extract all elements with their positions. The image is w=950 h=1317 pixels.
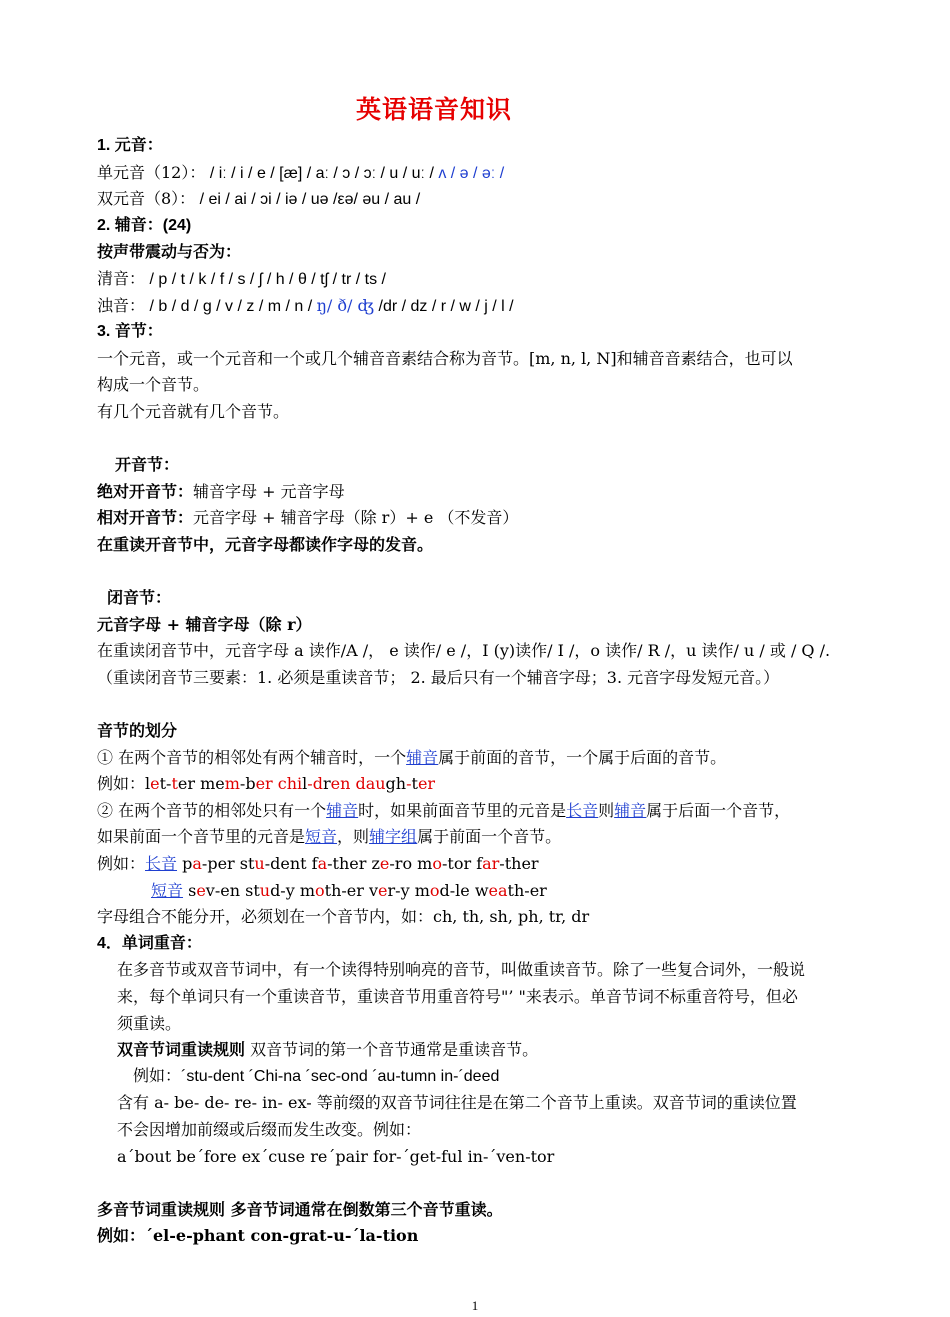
voiceless-ipa: / p / t / k / f / s / ʃ / h / θ / tʃ / tr / ts /: [145, 270, 386, 288]
word-fragment: l: [145, 774, 151, 794]
word-fragment: -ther: [499, 854, 539, 874]
voiced-ipa-rest: /dr / dz / r / w / j / l /: [374, 297, 514, 315]
section-heading-stress: 4．单词重音：: [97, 934, 202, 952]
monophthong-ipa: / iː / i / e / [æ] / aː / ɔ / ɔː / u / uː /: [205, 164, 434, 182]
disyllable-rule-label: 双音节词重读规则: [117, 1040, 246, 1060]
stress-paragraph-3: 须重读。: [117, 1013, 182, 1033]
highlighted-letters: o: [315, 880, 325, 900]
closed-syllable-formula: 元音字母 + 辅音字母（除 r）: [97, 614, 312, 634]
voicing-heading: 按声带震动与否为：: [97, 242, 242, 262]
example-words-1: [145, 774, 435, 793]
highlighted-letters: en dau: [330, 774, 386, 794]
word-fragment: th-er: [507, 880, 547, 900]
word-fragment: r-y m: [387, 880, 430, 900]
closed-syllable-heading: 闭音节：: [107, 588, 172, 608]
voiced-ipa-highlight: ŋ/ ð/ ʤ: [316, 295, 375, 315]
polysyllable-rule: 多音节词重读规则 多音节词通常在倒数第三个音节重读。: [97, 1199, 503, 1219]
syllable-definition-3: 有几个元音就有几个音节。: [97, 401, 290, 421]
word-fragment: th-er v: [324, 880, 379, 900]
prefix-examples: a´bout be´fore ex´cuse re´pair for-´get-ful in-´ven-tor: [117, 1146, 555, 1166]
highlighted-letters: e: [379, 854, 390, 874]
highlighted-letters: o: [432, 854, 442, 874]
word-fragment: er me: [177, 774, 225, 794]
rule2-text-d: 属于后面一个音节，: [646, 800, 791, 820]
highlighted-letters: u: [259, 880, 271, 900]
highlighted-letters: er: [417, 774, 436, 794]
long-vowel-link[interactable]: 长音: [566, 800, 599, 820]
rule2-text-b: 时，如果前面音节里的元音是: [358, 800, 567, 820]
rule2-text-a: ② 在两个音节的相邻处只有一个: [97, 800, 327, 820]
voiced-ipa: / b / d / g / v / z / m / n /: [145, 297, 317, 315]
word-fragment: d-y m: [270, 880, 316, 900]
monophthong-label: 单元音（12）：: [97, 162, 206, 182]
division-rule-2a: [97, 798, 862, 825]
rule2-text-e: 如果前面一个音节里的元音是: [97, 827, 306, 847]
closed-syllable-rule-1: 在重读闭音节中，元音字母 a 读作/A /， e 读作/ e /，I (y)读作/ I /，o 读作/ R /，u 读作/ u / 或 / Q /.: [97, 641, 831, 661]
word-fragment: -ro m: [389, 854, 433, 874]
rule2-text-g: 属于前面一个音节。: [417, 827, 562, 847]
relative-open-text: 元音字母 + 辅音字母（除 r）+ e （不发音）: [193, 508, 519, 528]
monophthong-line: [97, 160, 862, 187]
highlighted-letters: o: [429, 880, 440, 900]
rule1-text-b: 属于前面的音节，一个属于后面的音节。: [438, 747, 727, 767]
closed-syllable-rule-2: （重读闭音节三要素：1. 必须是重读音节； 2. 最后只有一个辅音字母；3. 元音字母发短元音。）: [97, 667, 780, 687]
word-fragment: -b: [239, 774, 256, 794]
example-line-1: [97, 771, 862, 798]
highlighted-letters: ea: [488, 880, 508, 900]
diphthong-ipa: / ei / ai / ɔi / iə / uə /εə/ əu / au /: [195, 191, 421, 209]
short-vowel-link[interactable]: 短音: [151, 880, 184, 900]
voiced-label: 浊音：: [97, 295, 146, 315]
highlighted-letters: -: [406, 774, 412, 794]
open-syllable-rule: 在重读开音节中，元音字母都读作字母的发音。: [97, 534, 434, 554]
example-label: 例如：: [97, 854, 146, 874]
rule2-text-c: 则: [598, 800, 615, 820]
open-syllable-heading: 开音节：: [115, 455, 180, 475]
long-vowel-words: [182, 854, 538, 873]
syllable-definition-1: 一个元音，或一个元音和一个或几个辅音音素结合称为音节。[m, n, l, N]和辅音音素结合，也可以: [97, 348, 793, 368]
highlighted-letters: e: [150, 774, 160, 794]
document-title: 英语语音知识: [355, 95, 512, 124]
stress-paragraph-1: 在多音节或双音节词中，有一个读得特别响亮的音节，叫做重读音节。除了一些复合词外，一般说: [117, 960, 806, 980]
voiceless-label: 清音：: [97, 268, 146, 288]
polysyllable-example: 例如：´el-e-phant con-grat-u-´la-tion: [97, 1226, 419, 1246]
word-fragment: t-: [159, 774, 172, 794]
absolute-open-line: [97, 479, 862, 506]
consonant-link[interactable]: 辅音: [614, 800, 647, 820]
word-fragment: s: [188, 880, 197, 900]
rule1-text-a: ① 在两个音节的相邻处有两个辅音时，一个: [97, 747, 407, 767]
section-heading-consonants: 2. 辅音：(24): [97, 216, 192, 234]
highlighted-letters: -d: [307, 774, 323, 794]
disyllable-rule-text: 双音节词的第一个音节通常是重读音节。: [245, 1040, 539, 1060]
short-vowel-words: [188, 881, 547, 900]
relative-open-line: [97, 505, 862, 532]
monophthong-ipa-highlight: ʌ / ə / əː /: [433, 164, 505, 182]
highlighted-letters: ar: [482, 854, 500, 874]
highlighted-letters: e: [196, 880, 206, 900]
voiced-line: [97, 293, 862, 320]
page-number: 1: [471, 1298, 479, 1313]
word-fragment: t: [411, 774, 418, 794]
division-rule-2b: [97, 824, 862, 851]
highlighted-letters: er chi: [255, 774, 303, 794]
rule2-text-f: ，则: [337, 827, 370, 847]
relative-open-label: 相对开音节：: [97, 508, 194, 528]
word-fragment: v-en st: [205, 880, 260, 900]
document-body: [97, 133, 862, 1250]
disyllable-rule: [97, 1037, 862, 1064]
absolute-open-label: 绝对开音节：: [97, 481, 194, 501]
consonant-link[interactable]: 辅音: [406, 747, 439, 767]
example-label: 例如：: [97, 774, 146, 794]
diphthong-line: [97, 186, 862, 213]
highlighted-letters: a: [317, 854, 328, 874]
highlighted-letters: a: [192, 854, 202, 874]
word-fragment: gh: [385, 774, 407, 794]
absolute-open-text: 辅音字母 + 元音字母: [193, 481, 345, 501]
disyllable-example: 例如：´stu-dent ´Chi-na ´sec-ond ´au-tumn in-´deed: [133, 1067, 500, 1085]
word-fragment: d-le w: [439, 880, 489, 900]
word-fragment: -tor f: [441, 854, 483, 874]
highlighted-letters: t: [171, 774, 178, 794]
syllable-definition-2: 构成一个音节。: [97, 375, 210, 395]
section-heading-vowels: 1. 元音：: [97, 137, 163, 154]
example-line-long: [97, 851, 862, 878]
prefix-rule-1: 含有 a- be- de- re- in- ex- 等前缀的双音节词往往是在第二个音节上重读。双音节词的重读位置: [117, 1093, 797, 1113]
diphthong-label: 双元音（8）：: [97, 189, 196, 209]
word-fragment: r: [322, 774, 331, 794]
long-vowel-link[interactable]: 长音: [145, 854, 178, 874]
consonant-cluster-link[interactable]: 辅字组: [369, 827, 418, 847]
voiceless-line: [97, 266, 862, 293]
cluster-note: 字母组合不能分开，必须划在一个音节内，如：ch, th, sh, ph, tr, dr: [97, 907, 590, 927]
division-rule-1: [97, 745, 862, 772]
section-heading-syllables: 3. 音节：: [97, 323, 163, 341]
example-line-short: [97, 878, 862, 905]
division-heading: 音节的划分: [97, 721, 178, 741]
word-fragment: l: [302, 774, 308, 794]
word-fragment: p: [182, 854, 193, 874]
prefix-rule-2: 不会因增加前缀或后缀而发生改变。例如：: [117, 1119, 422, 1139]
stress-paragraph-2: 来，每个单词只有一个重读音节，重读音节用重音符号"’ "来表示。单音节词不标重音符号，但必: [117, 987, 798, 1006]
word-fragment: -dent f: [264, 854, 318, 874]
consonant-link[interactable]: 辅音: [326, 800, 359, 820]
word-fragment: -per st: [201, 854, 255, 874]
highlighted-letters: u: [254, 854, 265, 874]
highlighted-letters: e: [378, 880, 388, 900]
highlighted-letters: m: [224, 774, 240, 794]
short-vowel-link[interactable]: 短音: [305, 827, 338, 847]
word-fragment: -ther z: [327, 854, 380, 874]
